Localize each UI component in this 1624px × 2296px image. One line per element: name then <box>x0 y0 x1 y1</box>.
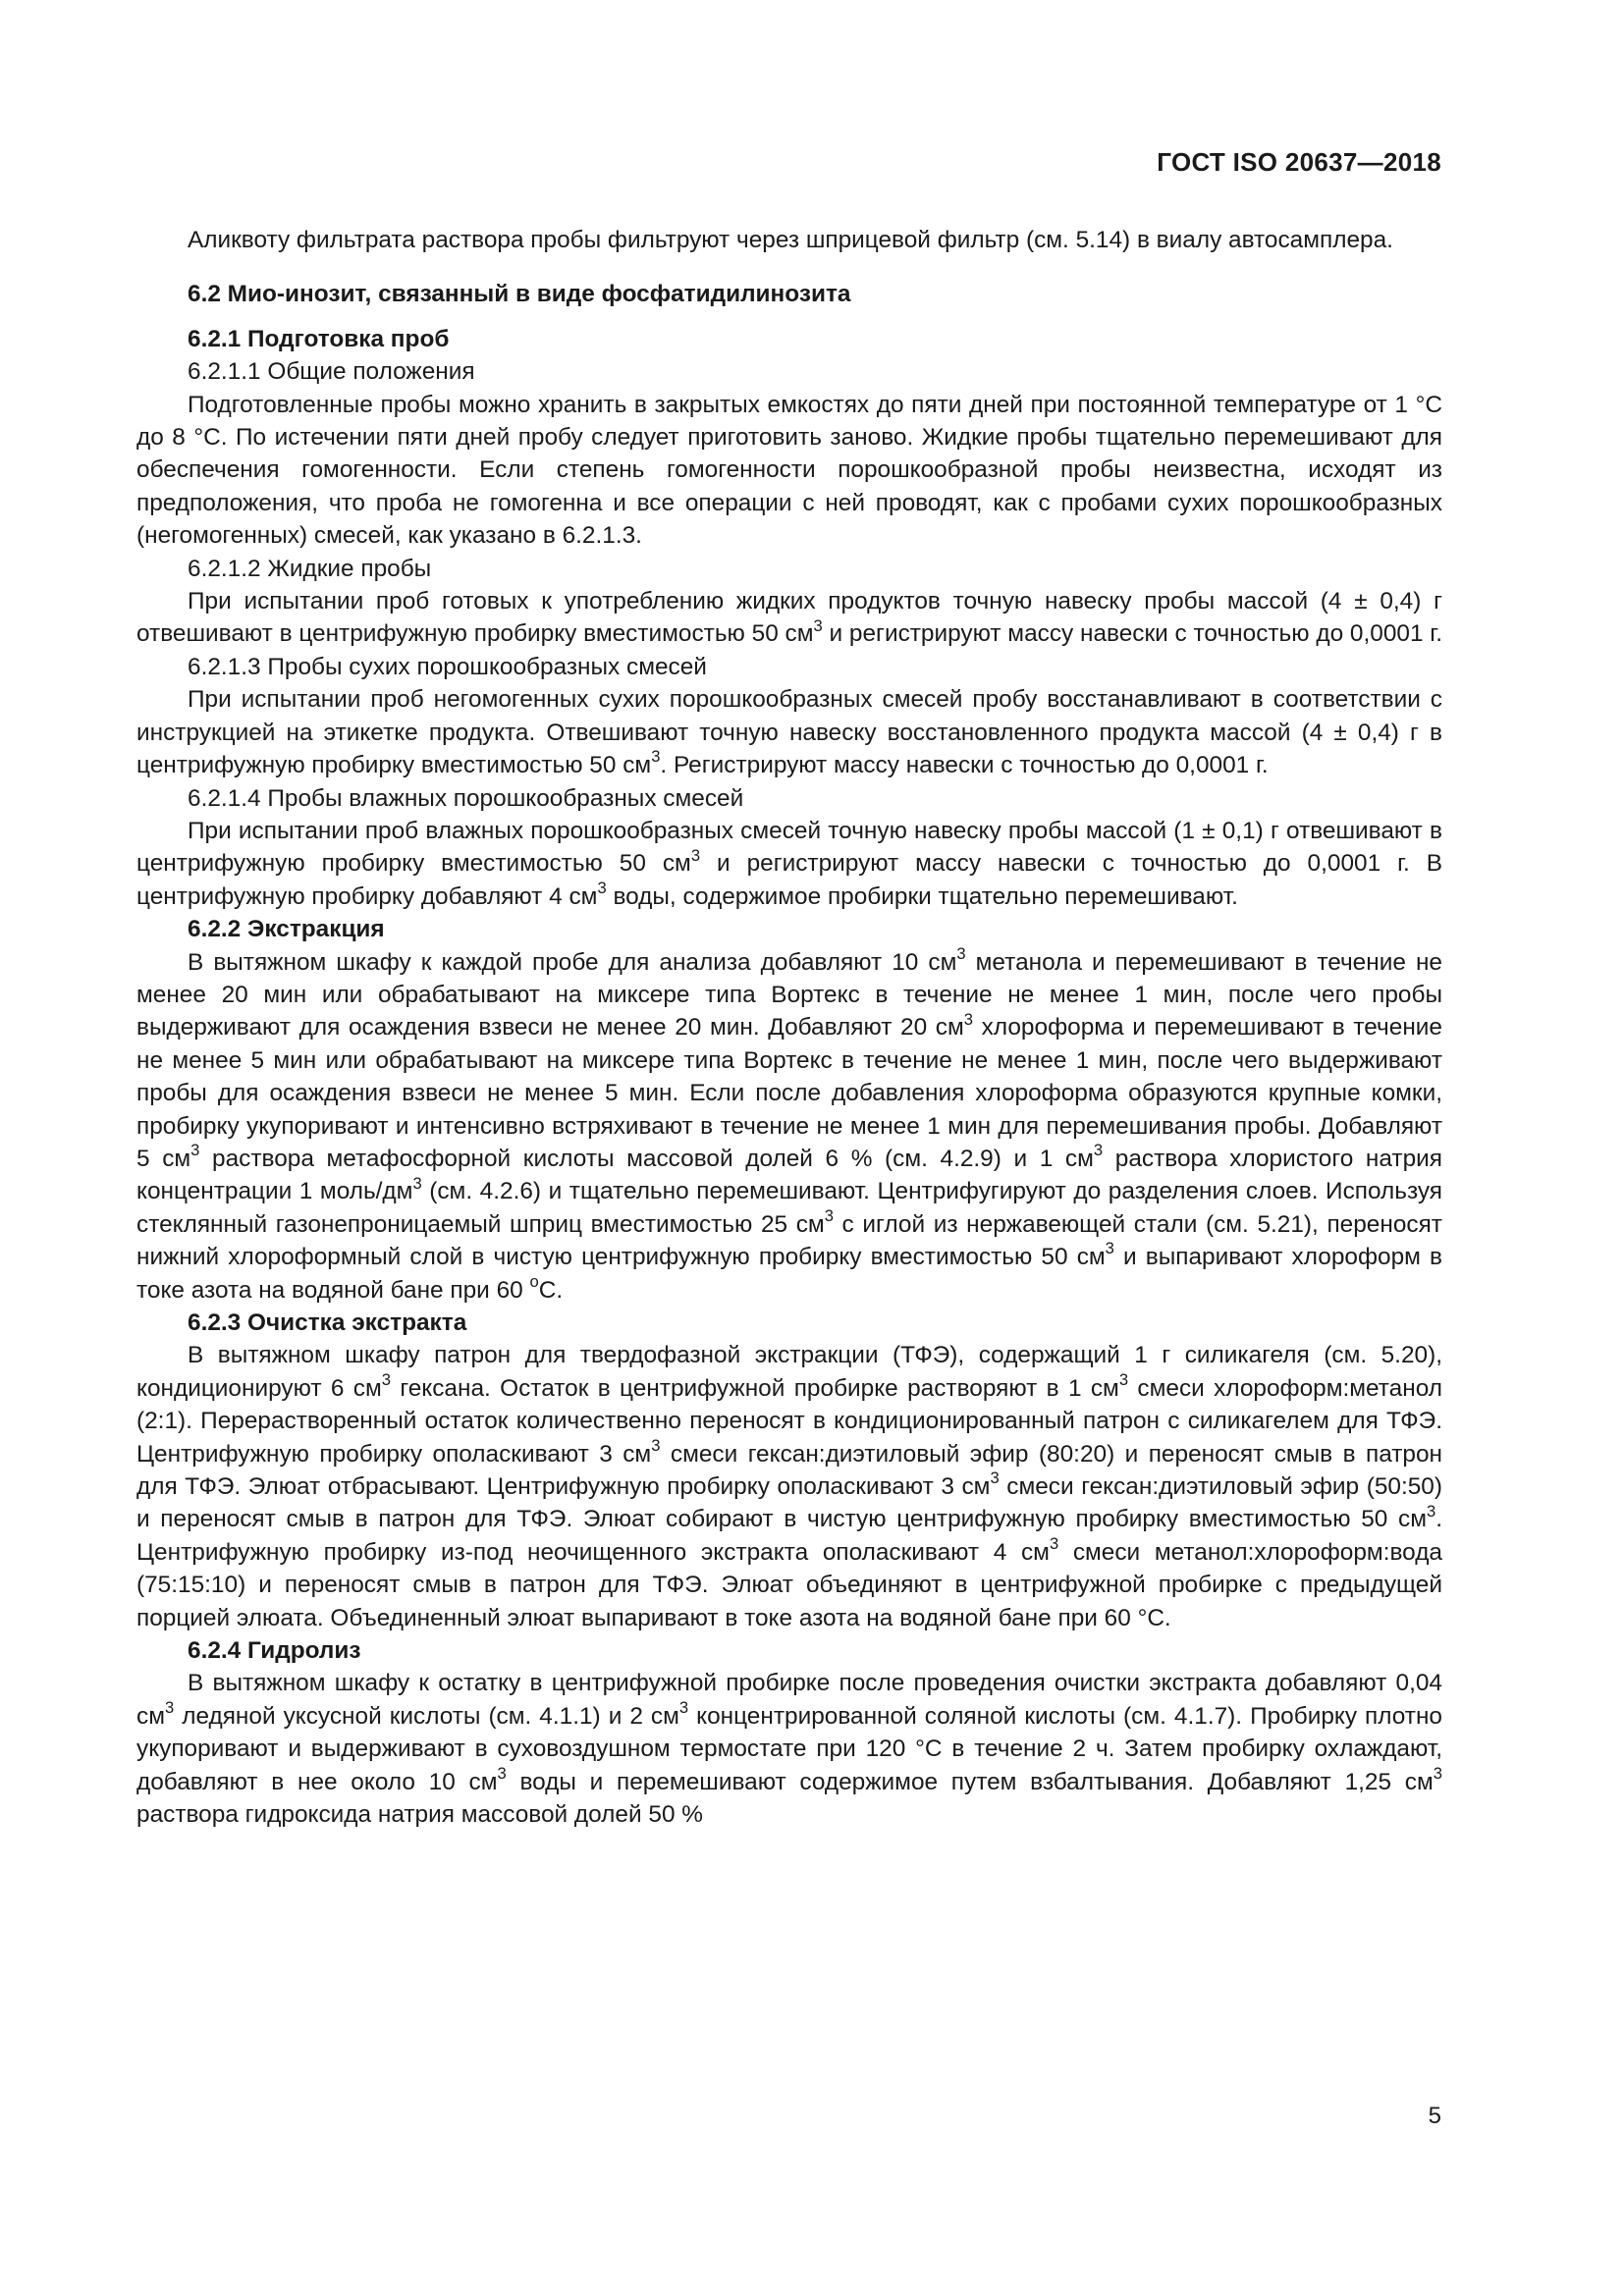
paragraph-intro: Аликвоту фильтрата раствора пробы фильтруют через шприцевой фильтр (см. 5.14) в виалу автосамплера. <box>188 227 1393 253</box>
paragraph-6-2-1-4: При испытании проб влажных порошкообразных смесей точную навеску пробы массой (1 ± 0,1) г отвешивают в центрифужную пробирку вместимостью 50 $см^3$ и регистрируют массу навески с точностью до 0,0001 г. В центрифужную пробирку добавляют 4 $см^3$ воды, содержимое пробирки тщательно перемешивают. <box>136 817 1442 910</box>
superscript: 3 <box>381 1370 391 1390</box>
document-code-header: ГОСТ ISO 20637—2018 <box>1157 147 1441 177</box>
superscript: 3 <box>1118 1370 1129 1390</box>
superscript: 3 <box>956 943 966 963</box>
subsection-heading-6-2-2: 6.2.2 Экстракция <box>188 916 385 943</box>
superscript: 3 <box>1433 1763 1442 1783</box>
superscript: 3 <box>990 1468 1000 1488</box>
superscript: 3 <box>824 1206 834 1225</box>
subsection-heading-6-2-1: 6.2.1 Подготовка проб <box>188 325 450 352</box>
paragraph-6-2-4: В вытяжном шкафу к остатку в центрифужной пробирке после проведения очистки экстракта добавляют 0,04 $см^3$ ледяной уксусной кислоты (см. 4.1.1) и 2 $см^3$ концентрированной соляной кислоты (см. 4.1.7). Пробирку плотно укупоривают и выдерживают в суховоздушном термостате при 120 °С в течение 2 ч. Затем пробирку охлаждают, добавляют в нее около 10 $см^3$ воды и перемешивают содержимое путем взбалтывания. Добавляют 1,25 $см^3$ раствора гидроксида натрия массовой долей 50 % <box>136 1670 1442 1829</box>
paragraph-6-2-3: В вытяжном шкафу патрон для твердофазной экстракции (ТФЭ), содержащий 1 г силикагеля (см. 5.20), кондиционируют 6 $см^3$ гексана. Остаток в центрифужной пробирке растворяют в 1 $см^3$ смеси хлороформ:метанол (2:1). Перерастворенный остаток количественно переносят в кондиционированный патрон с силикагелем для ТФЭ. Центрифужную пробирку ополаскивают 3 $см^3$ смеси гексан:диэтиловый эфир (80:20) и переносят смыв в патрон для ТФЭ. Элюат отбрасывают. Центрифужную пробирку ополаскивают 3 $см^3$ смеси гексан:диэтиловый эфир (50:50) и переносят смыв в патрон для ТФЭ. Элюат собирают в чистую центрифужную пробирку вместимостью 50 $см^3$. Центрифужную пробирку из-под неочищенного экстракта ополаскивают 4 $см^3$ смеси метанол:хлороформ:вода (75:15:10) и переносят смыв в патрон для ТФЭ. Элюат объединяют в центрифужной пробирке с предыдущей порцией элюата. Объединенный элюат выпаривают в токе азота на водяной бане при 60 °С. <box>136 1342 1443 1631</box>
clause-title-6-2-1-4: 6.2.1.4 Пробы влажных порошкообразных смесей <box>188 784 744 812</box>
document-body <box>136 224 1442 1832</box>
subsection-heading-6-2-4: 6.2.4 Гидролиз <box>188 1637 361 1665</box>
superscript: 3 <box>497 1763 507 1783</box>
paragraph-6-2-1-2: При испытании проб готовых к употреблению жидких продуктов точную навеску пробы массой (4 ± 0,4) г отвешивают в центрифужную пробирку вместимостью 50 $см^3$ и регистрируют массу навески с точностью до 0,0001 г. <box>136 588 1442 648</box>
superscript: 3 <box>1426 1501 1436 1521</box>
superscript: 3 <box>164 1698 175 1718</box>
page-number: 5 <box>1428 2103 1441 2129</box>
superscript: 3 <box>597 878 607 897</box>
clause-title-6-2-1-2: 6.2.1.2 Жидкие пробы <box>188 555 432 582</box>
superscript: 3 <box>813 615 823 635</box>
paragraph-6-2-1-1: Подготовленные пробы можно хранить в закрытых емкостях до пяти дней при постоянной температуре от 1 °С до 8 °С. По истечении пяти дней пробу следует приготовить заново. Жидкие пробы тщательно перемешивают для обеспечения гомогенности. Если степень гомогенности порошкообразной пробы неизвестна, исходят из предположения, что проба не гомогенна и все операции с ней проводят, как с пробами сухих порошкообразных (негомогенных) смесей, как указано в 6.2.1.3. <box>136 391 1442 550</box>
superscript: 3 <box>963 1009 974 1029</box>
superscript: 3 <box>1049 1534 1059 1554</box>
superscript: 3 <box>651 1435 661 1455</box>
superscript: 3 <box>651 747 661 767</box>
superscript: 3 <box>412 1173 422 1193</box>
degree-superscript: о <box>529 1271 539 1291</box>
clause-title-6-2-1-3: 6.2.1.3 Пробы сухих порошкообразных смесей <box>188 653 707 680</box>
superscript: 3 <box>690 845 701 865</box>
subsection-heading-6-2-3: 6.2.3 Очистка экстракта <box>188 1309 467 1336</box>
section-heading-6-2: 6.2 Мио-инозит, связанный в виде фосфатидилинозита <box>188 281 851 308</box>
paragraph-6-2-2: В вытяжном шкафу к каждой пробе для анализа добавляют 10 $см^3$ метанола и перемешивают в течение не менее 20 мин или обрабатывают на миксере типа Вортекс в течение не менее 1 мин, после чего пробы выдерживают для осаждения взвеси не менее 20 мин. Добавляют 20 $см^3$ хлороформа и перемешивают в течение не менее 5 мин или обрабатывают на миксере типа Вортекс в течение не менее 1 мин, после чего выдерживают пробы для осаждения взвеси не менее 5 мин. Если после добавления хлороформа образуются крупные комки, пробирку укупоривают и интенсивно встряхивают в течение не менее 1 мин для перемешивания пробы. Добавляют 5 $см^3$ раствора метафосфорной кислоты массовой долей 6 % (см. 4.2.9) и 1 $см^3$ раствора хлористого натрия концентрации 1 моль/$дм^3$ (см. 4.2.6) и тщательно перемешивают. Центрифугируют до разделения слоев. Используя стеклянный газонепроницаемый шприц вместимостью 25 $см^3$ с иглой из нержавеющей стали (см. 5.21), переносят нижний хлороформный слой в чистую центрифужную пробирку вместимостью 50 $см^3$ и выпаривают хлороформ в токе азота на водяной бане при 60 $^о$С. <box>136 943 1442 1304</box>
paragraph-6-2-1-3: При испытании проб негомогенных сухих порошкообразных смесей пробу восстанавливают в соответствии с инструкцией на этикетке продукта. Отвешивают точную навеску восстановленного продукта массой (4 ± 0,4) г в центрифужную пробирку вместимостью 50 $см^3$. Регистрируют массу навески с точностью до 0,0001 г. <box>136 686 1442 779</box>
clause-title-6-2-1-1: 6.2.1.1 Общие положения <box>188 358 475 386</box>
superscript: 3 <box>678 1698 689 1718</box>
superscript: 3 <box>190 1141 200 1160</box>
superscript: 3 <box>1105 1239 1114 1258</box>
superscript: 3 <box>1093 1141 1104 1160</box>
